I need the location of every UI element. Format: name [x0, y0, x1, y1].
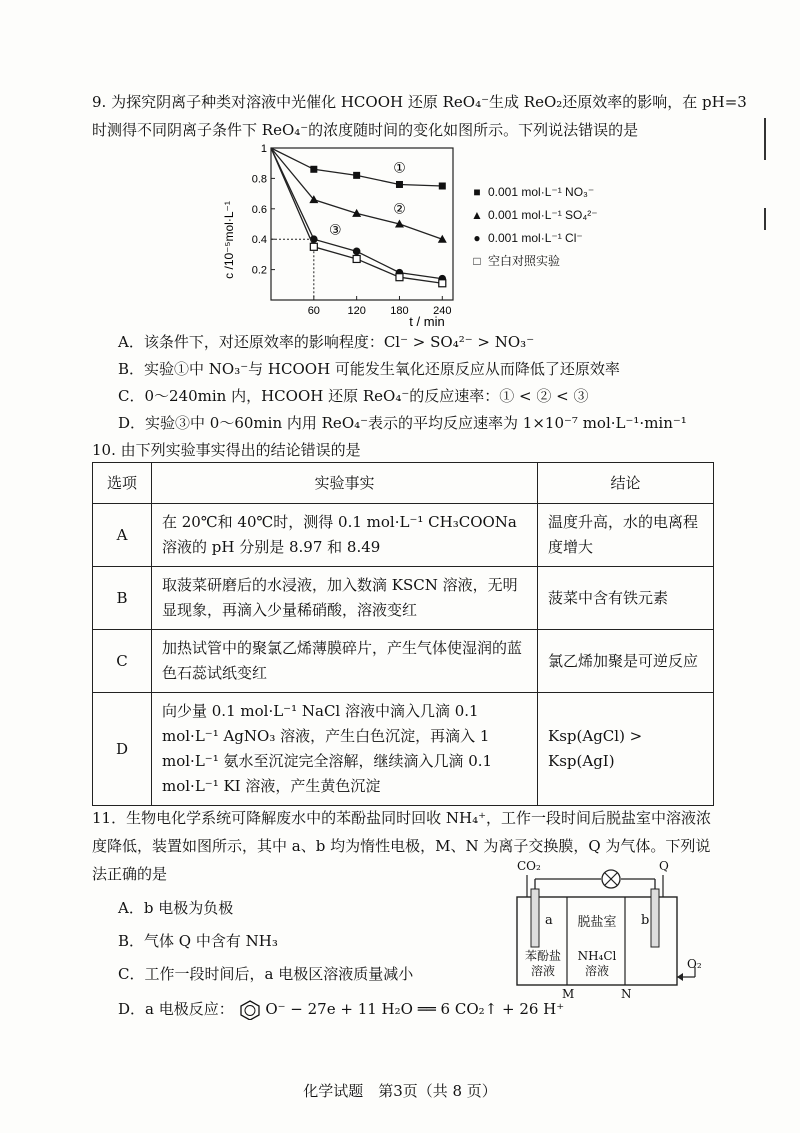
header-fact: 实验事实 [152, 463, 538, 504]
legend-entry-cl: ● 0.001 mol·L⁻¹ Cl⁻ [473, 230, 583, 245]
y-tick-label: 0.2 [251, 264, 267, 277]
benzene-ring-icon [239, 1000, 261, 1020]
label-membrane-m: M [562, 987, 575, 1001]
row-option: C [93, 630, 152, 693]
table-header-row [93, 463, 714, 504]
margin-mark [764, 208, 766, 230]
series-label: ① [393, 159, 406, 176]
table-row [93, 630, 714, 693]
q11-option-d-equation: O⁻ − 27e + 11 H₂O ══ 6 CO₂↑ + 26 H⁺ [265, 1000, 565, 1018]
data-point [310, 166, 317, 173]
legend-entry-no3: ■ 0.001 mol·L⁻¹ NO₃⁻ [473, 184, 595, 199]
q9-option-a: A．该条件下，对还原效率的影响程度：Cl⁻ > SO₄²⁻ > NO₃⁻ [118, 333, 535, 351]
table-row [93, 504, 714, 567]
legend-entry-so4: ▲ 0.001 mol·L⁻¹ SO₄²⁻ [471, 207, 598, 222]
q9-stem-line1: 9. 为探究阴离子种类对溶液中光催化 HCOOH 还原 ReO₄⁻生成 ReO₂还原效率的影响，在 pH=3 [92, 93, 747, 111]
label-middle-solution: NH₄Cl 溶液 [577, 949, 617, 978]
chart-legend [470, 180, 598, 272]
data-point [396, 274, 403, 281]
q9-option-d: D．实验③中 0～60min 内用 ReO₄⁻表示的平均反应速率为 1×10⁻⁷ mol·L⁻¹·min⁻¹ [118, 414, 687, 432]
q11-option-d-prefix: D．a 电极反应： [118, 1000, 234, 1018]
label-electrode-b: b [641, 913, 650, 928]
margin-mark [764, 118, 766, 160]
q11-cell-diagram [505, 859, 725, 1005]
label-o2: O₂ [687, 957, 702, 971]
data-point [353, 248, 361, 256]
table-row [93, 567, 714, 630]
chart-frame [271, 148, 453, 300]
y-tick-label: 0.4 [251, 234, 267, 247]
series-line [271, 148, 442, 186]
label-co2: CO₂ [517, 859, 541, 873]
data-point [353, 172, 360, 179]
label-desalination-chamber: 脱盐室 [577, 915, 617, 930]
electrode-b [651, 889, 659, 947]
label-q: Q [659, 859, 669, 873]
data-point [353, 255, 360, 262]
q11-option-a: A．b 电极为负极 [118, 899, 234, 917]
q9-option-b: B．实验①中 NO₃⁻与 HCOOH 可能发生氧化还原反应从而降低了还原效率 [118, 360, 620, 378]
q10-table [92, 462, 714, 806]
row-fact: 取菠菜研磨后的水浸液，加入数滴 KSCN 溶液，无明显现象，再滴入少量稀硝酸，溶液变红 [152, 567, 538, 630]
row-conclusion: 菠菜中含有铁元素 [538, 567, 714, 630]
q10-stem: 10. 由下列实验事实得出的结论错误的是 [92, 441, 361, 459]
q11-stem-line2: 度降低，装置如图所示，其中 a、b 均为惰性电极，M、N 为离子交换膜，Q 为气体。下列说 [92, 837, 711, 855]
legend-entry-blank: □ 空白对照实验 [473, 253, 561, 268]
data-point [396, 181, 403, 188]
row-conclusion: Ksp(AgCl) > Ksp(AgI) [538, 693, 714, 806]
data-point [439, 183, 446, 190]
x-tick-label: 120 [347, 305, 366, 317]
x-tick-label: 180 [390, 305, 409, 317]
table-row [93, 693, 714, 806]
q11-option-b: B．气体 Q 中含有 NH₃ [118, 932, 278, 950]
q11-option-c: C．工作一段时间后，a 电极区溶液质量减小 [118, 965, 414, 983]
q9-stem-line2: 时测得不同阴离子条件下 ReO₄⁻的浓度随时间的变化如图所示。下列说法错误的是 [92, 121, 639, 139]
chart-xlabel: t / min [409, 314, 445, 329]
row-conclusion: 温度升高，水的电离程度增大 [538, 504, 714, 567]
data-point [310, 243, 317, 250]
series-line [271, 148, 442, 239]
electrode-a [531, 889, 539, 947]
row-fact: 加热试管中的聚氯乙烯薄膜碎片，产生气体使湿润的蓝色石蕊试纸变红 [152, 630, 538, 693]
x-tick-label: 60 [307, 305, 320, 317]
label-left-solution: 苯酚盐 溶液 [524, 949, 561, 978]
y-tick-label: 0.8 [251, 173, 267, 186]
x-tick-label: 240 [433, 305, 452, 317]
label-membrane-n: N [621, 987, 632, 1001]
cell-svg [505, 865, 725, 1005]
q9-option-c: C．0～240min 内，HCOOH 还原 ReO₄⁻的反应速率：① < ② < ③ [118, 387, 589, 405]
y-tick-label: 1 [260, 143, 267, 155]
row-fact: 向少量 0.1 mol·L⁻¹ NaCl 溶液中滴入几滴 0.1 mol·L⁻¹ AgNO₃ 溶液，产生白色沉淀，再滴入 1 mol·L⁻¹ 氨水至沉淀完全溶解，继续滴入几滴 0.1 mol·L⁻¹ KI 溶液，产生黄色沉淀 [152, 693, 538, 806]
q11-stem-line3: 法正确的是 [92, 865, 168, 883]
label-electrode-a: a [545, 913, 553, 928]
row-option: A [93, 504, 152, 567]
page-footer: 化学试题 第3页（共 8 页） [303, 1082, 497, 1100]
data-point [439, 280, 446, 287]
header-conclusion: 结论 [538, 463, 714, 504]
q11-stem-line1: 11．生物电化学系统可降解废水中的苯酚盐同时回收 NH₄⁺，工作一段时间后脱盐室中溶液浓 [92, 809, 711, 827]
row-option: B [93, 567, 152, 630]
q11-option-d [118, 999, 564, 1020]
chart-ylabel: c /10⁻⁵mol·L⁻¹ [222, 201, 236, 279]
series-label: ② [393, 200, 406, 217]
row-conclusion: 氯乙烯加聚是可逆反应 [538, 630, 714, 693]
series-label: ③ [328, 221, 342, 238]
row-fact: 在 20℃和 40℃时，测得 0.1 mol·L⁻¹ CH₃COONa 溶液的 pH 分别是 8.97 和 8.49 [152, 504, 538, 567]
header-option: 选项 [93, 463, 152, 504]
y-tick-label: 0.6 [251, 203, 267, 216]
row-option: D [93, 693, 152, 806]
